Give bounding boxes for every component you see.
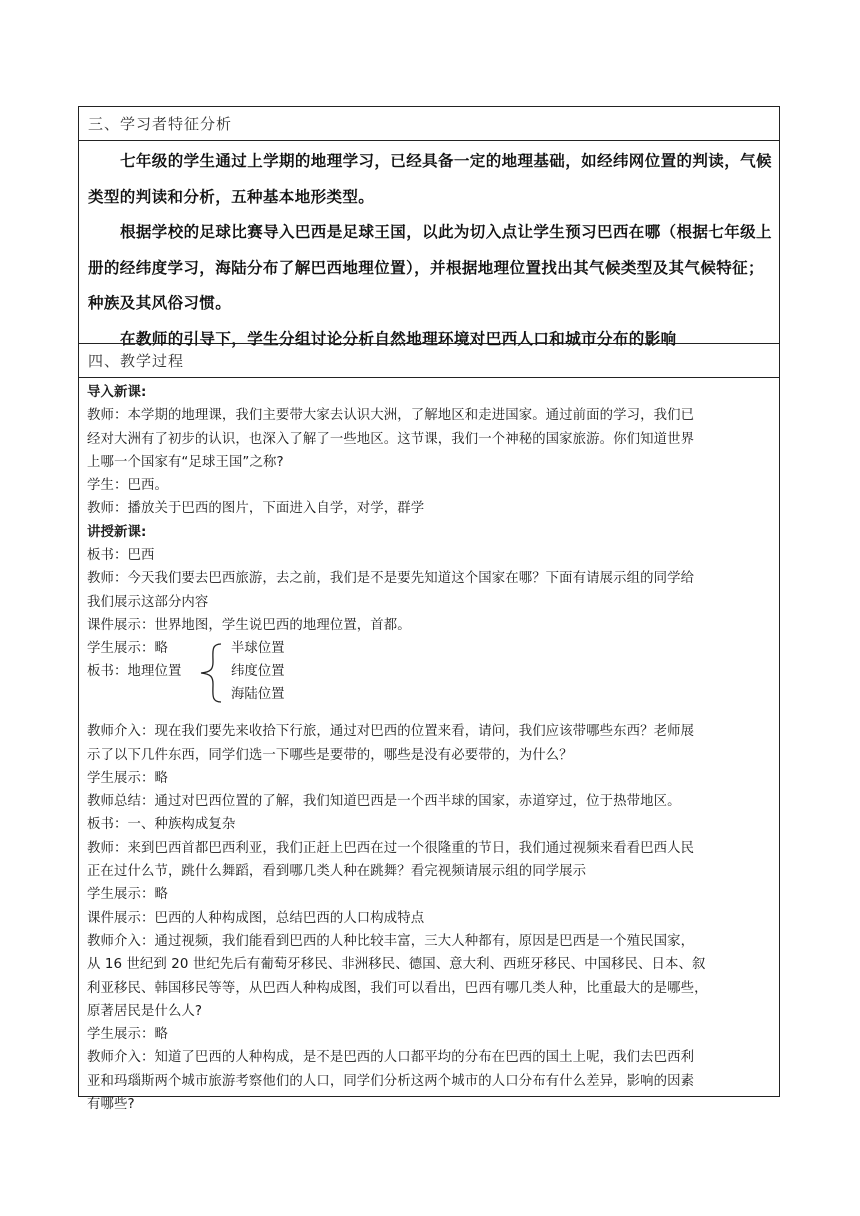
spacer <box>87 707 773 720</box>
text-line: 利亚移民、韩国移民等等，从巴西人种构成图，我们可以看出，巴西有哪几类人种，比重最大的是哪些， <box>87 980 708 996</box>
section-body-learner-analysis <box>78 140 780 348</box>
text-line: 教师：来到巴西首都巴西利亚，我们正赶上巴西在过一个很隆重的节日，我们通过视频来看看巴西人民 <box>87 840 695 856</box>
section-heading-text: 四、教学过程 <box>88 352 185 370</box>
subheading-new-lesson: 讲授新课: <box>87 524 147 540</box>
text-line: 学生展示：略 <box>87 1027 168 1043</box>
text-line: 学生展示：略 <box>87 770 168 786</box>
text-line: 学生：巴西。 <box>87 478 168 494</box>
text-line: 原著居民是什么人? <box>87 1003 203 1019</box>
text-line: 板书：巴西 <box>87 548 155 564</box>
section-body-teaching-process <box>78 377 780 1113</box>
blackboard-brace-group <box>87 637 773 707</box>
text-line: 教师介入：现在我们要先来收拾下行旅，通过对巴西的位置来看，请问，我们应该带哪些东西？老师展 <box>87 724 695 740</box>
subheading-intro: 导入新课: <box>87 385 147 400</box>
paragraph: 七年级的学生通过上学期的地理学习，已经具备一定的地理基础，如经纬网位置的判读，气候类型的判读和分析，五种基本地形类型。 <box>88 152 772 206</box>
curly-brace-icon <box>197 642 227 704</box>
text-line: 上哪一个国家有“足球王国”之称? <box>87 454 284 470</box>
text-line: 学生展示：略 <box>87 641 168 657</box>
text-line: 亚和玛瑙斯两个城市旅游考察他们的人口，同学们分析这两个城市的人口分布有什么差异，影响的因素 <box>87 1073 695 1089</box>
brace-item: 半球位置 <box>231 641 285 657</box>
text-line: 教师介入：知道了巴西的人种构成，是不是巴西的人口都平均的分布在巴西的国土上呢，我们去巴西利 <box>87 1050 695 1066</box>
text-line: 板书：地理位置 <box>87 664 182 680</box>
text-line: 我们展示这部分内容 <box>87 594 209 610</box>
text-line: 课件展示：世界地图，学生说巴西的地理位置，首都。 <box>87 617 411 633</box>
text-line: 教师：播放关于巴西的图片，下面进入自学，对学，群学 <box>87 501 425 517</box>
brace-item: 海陆位置 <box>231 687 285 703</box>
brace-item: 纬度位置 <box>231 664 285 680</box>
text-line: 示了以下几件东西，同学们选一下哪些是要带的，哪些是没有必要带的，为什么？ <box>87 747 573 763</box>
text-line: 有哪些? <box>87 1097 135 1113</box>
text-line: 从 16 世纪到 20 世纪先后有葡萄牙移民、非洲移民、德国、意大利、西班牙移民、中国移民、日本、叙 <box>87 957 706 973</box>
text-line: 课件展示：巴西的人种构成图，总结巴西的人口构成特点 <box>87 910 425 926</box>
section-heading-learner-analysis <box>78 106 780 141</box>
paragraph: 根据学校的足球比赛导入巴西是足球王国，以此为切入点让学生预习巴西在哪（根据七年级上册的经纬度学习，海陆分布了解巴西地理位置），并根据地理位置找出其气候类型及其气候特征；种族及其风俗习惯。 <box>88 223 772 312</box>
text-line: 板书：一、种族构成复杂 <box>87 817 236 833</box>
text-line: 经对大洲有了初步的认识，也深入了解了一些地区。这节课，我们一个神秘的国家旅游。你们知道世界 <box>87 431 695 447</box>
text-line: 学生展示：略 <box>87 887 168 903</box>
text-line: 教师：今天我们要去巴西旅游，去之前，我们是不是要先知道这个国家在哪？下面有请展示组的同学给 <box>87 571 695 587</box>
paragraph: 在教师的引导下，学生分组讨论分析自然地理环境对巴西人口和城市分布的影响 <box>120 329 677 348</box>
section-heading-teaching-process <box>78 343 780 378</box>
text-line: 教师：本学期的地理课，我们主要带大家去认识大洲，了解地区和走进国家。通过前面的学习，我们已 <box>87 408 695 424</box>
section-heading-text: 三、学习者特征分析 <box>88 115 233 133</box>
text-line: 教师介入：通过视频，我们能看到巴西的人种比较丰富，三大人种都有，原因是巴西是一个殖民国家， <box>87 933 695 949</box>
text-line: 正在过什么节，跳什么舞蹈，看到哪几类人种在跳舞？看完视频请展示组的同学展示 <box>87 864 587 880</box>
text-line: 教师总结：通过对巴西位置的了解，我们知道巴西是一个西半球的国家，赤道穿过，位于热带地区。 <box>87 794 681 810</box>
